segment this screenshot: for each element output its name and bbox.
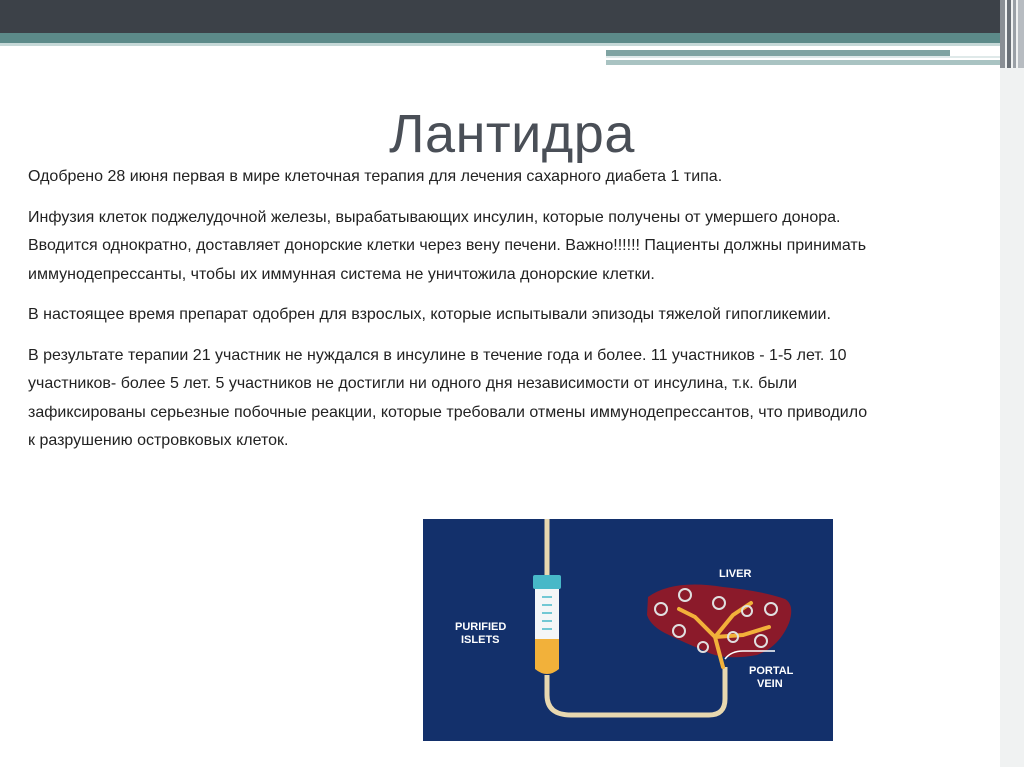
paragraph-infusion: Инфузия клеток поджелудочной железы, вырабатывающих инсулин, которые получены от умершего донора. Вводится однократно, доставляет донорские клетки через вену печени. Важно!!!!!! Пациенты должны принимать иммунодепрессанты, чтобы их иммунная система не уничтожила донорские клетки. [28,208,867,283]
paragraph-results: В результате терапии 21 участник не нуждался в инсулине в течение года и более. 11 участников - 1-5 лет. 10 участников- более 5 лет. 5 участников не достигли ни одного дня независимости от инсулина, т.к. были зафиксированы серьезные побочные реакции, которые требовали отмены иммунодепрессантов, что приводило к разрушению островковых клеток. [28,346,868,449]
slide-body [28,163,878,468]
islet-infusion-diagram [423,519,833,741]
label-purified: PURIFIED [455,621,507,633]
header-accent-bar-2 [606,56,1000,58]
label-portal: PORTAL [749,665,794,677]
header-accent-stripe [0,33,1000,43]
header-accent-line [0,43,1000,46]
infusion-tube-icon [533,575,561,674]
liver-icon [647,585,791,667]
label-liver: LIVER [719,568,752,580]
label-islets: ISLETS [461,634,500,646]
label-vein: VEIN [757,678,783,690]
slide-title: Лантидра [389,104,635,164]
header-accent-bar-3 [606,60,1000,65]
paragraph-approval: Одобрено 28 июня первая в мире клеточная терапия для лечения сахарного диабета 1 типа. [28,168,723,185]
paragraph-indication: В настоящее время препарат одобрен для взрослых, которые испытывали эпизоды тяжелой гипогликемии. [28,306,831,323]
header-band [0,0,1024,33]
